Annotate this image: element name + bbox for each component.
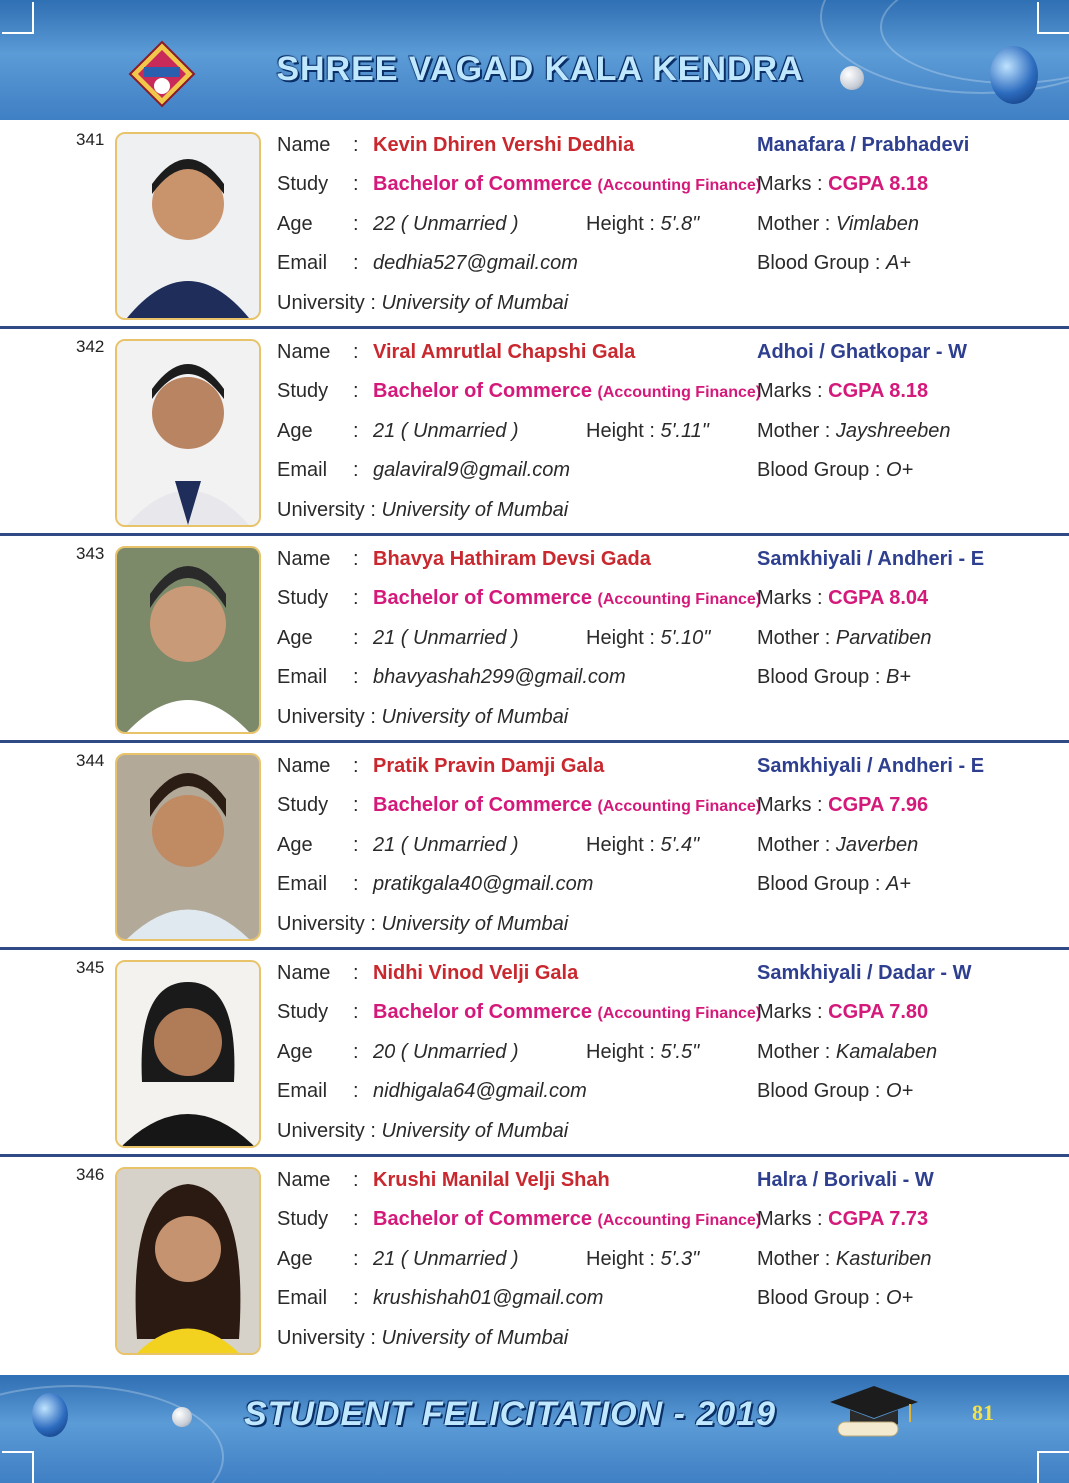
student-photo — [115, 753, 261, 941]
study-row: Study : Bachelor of Commerce (Accounting Finance) — [277, 173, 762, 195]
age-row: Age : 22 ( Unmarried ) — [277, 213, 519, 235]
student-name: Krushi Manilal Velji Shah — [373, 1169, 610, 1191]
moon-icon — [172, 1407, 192, 1427]
mother-row: Mother : Vimlaben — [757, 213, 919, 235]
student-name: Nidhi Vinod Velji Gala — [373, 962, 579, 984]
student-entry — [0, 122, 1069, 329]
entry-number: 344 — [76, 751, 105, 770]
marks-row: Marks : CGPA 7.80 — [757, 1001, 929, 1023]
student-photo — [115, 339, 261, 527]
study-row: Study : Bachelor of Commerce (Accounting Finance) — [277, 380, 762, 402]
student-photo — [115, 546, 261, 734]
height-row: Height : 5'.3" — [586, 1248, 700, 1270]
native-place: Halra / Borivali - W — [757, 1169, 934, 1191]
student-entry — [0, 950, 1069, 1157]
age-row: Age : 21 ( Unmarried ) — [277, 834, 519, 856]
blood-group-row: Blood Group : B+ — [757, 666, 911, 688]
student-name: Viral Amrutlal Chapshi Gala — [373, 341, 636, 363]
email-row: Email : galaviral9@gmail.com — [277, 459, 571, 481]
blood-group-row: Blood Group : A+ — [757, 252, 911, 274]
height-row: Height : 5'.5" — [586, 1041, 700, 1063]
name-row: Name : Viral Amrutlal Chapshi Gala — [277, 341, 636, 363]
blood-group-row: Blood Group : A+ — [757, 873, 911, 895]
globe-icon — [32, 1393, 68, 1437]
student-entry — [0, 1157, 1069, 1364]
native-place: Samkhiyali / Dadar - W — [757, 962, 972, 984]
height-row: Height : 5'.10" — [586, 627, 711, 649]
height-row: Height : 5'.8" — [586, 213, 700, 235]
age-row: Age : 21 ( Unmarried ) — [277, 420, 519, 442]
native-place: Samkhiyali / Andheri - E — [757, 755, 985, 777]
name-row: Name : Nidhi Vinod Velji Gala — [277, 962, 579, 984]
email-row: Email : bhavyashah299@gmail.com — [277, 666, 626, 688]
mother-row: Mother : Kasturiben — [757, 1248, 932, 1270]
globe-icon — [990, 46, 1038, 104]
university-row: University : University of Mumbai — [277, 706, 569, 728]
study-row: Study : Bachelor of Commerce (Accounting Finance) — [277, 1208, 762, 1230]
university-row: University : University of Mumbai — [277, 499, 569, 521]
native-place: Adhoi / Ghatkopar - W — [757, 341, 967, 363]
mother-row: Mother : Jayshreeben — [757, 420, 951, 442]
email-row: Email : pratikgala40@gmail.com — [277, 873, 594, 895]
student-entry — [0, 536, 1069, 743]
entry-number: 346 — [76, 1165, 105, 1184]
student-name: Kevin Dhiren Vershi Dedhia — [373, 134, 635, 156]
student-name: Pratik Pravin Damji Gala — [373, 755, 605, 777]
student-photo — [115, 960, 261, 1148]
study-row: Study : Bachelor of Commerce (Accounting Finance) — [277, 794, 762, 816]
student-photo — [115, 1167, 261, 1355]
email-row: Email : krushishah01@gmail.com — [277, 1287, 604, 1309]
native-place: Samkhiyali / Andheri - E — [757, 548, 985, 570]
email-row: Email : nidhigala64@gmail.com — [277, 1080, 587, 1102]
university-row: University : University of Mumbai — [277, 1120, 569, 1142]
university-row: University : University of Mumbai — [277, 1327, 569, 1349]
entry-number: 345 — [76, 958, 105, 977]
blood-group-row: Blood Group : O+ — [757, 1080, 914, 1102]
name-row: Name : Kevin Dhiren Vershi Dedhia — [277, 134, 635, 156]
name-row: Name : Bhavya Hathiram Devsi Gada — [277, 548, 651, 570]
marks-row: Marks : CGPA 7.73 — [757, 1208, 929, 1230]
student-list — [0, 122, 1069, 1364]
header-title: SHREE VAGAD KALA KENDRA — [276, 50, 804, 88]
marks-row: Marks : CGPA 8.04 — [757, 587, 929, 609]
name-row: Name : Krushi Manilal Velji Shah — [277, 1169, 610, 1191]
entry-number: 342 — [76, 337, 105, 356]
student-entry — [0, 329, 1069, 536]
height-row: Height : 5'.11" — [586, 420, 709, 442]
name-row: Name : Pratik Pravin Damji Gala — [277, 755, 605, 777]
university-row: University : University of Mumbai — [277, 913, 569, 935]
student-entry — [0, 743, 1069, 950]
moon-icon — [840, 66, 864, 90]
student-photo — [115, 132, 261, 320]
age-row: Age : 21 ( Unmarried ) — [277, 627, 519, 649]
marks-row: Marks : CGPA 7.96 — [757, 794, 929, 816]
study-row: Study : Bachelor of Commerce (Accounting Finance) — [277, 1001, 762, 1023]
entry-number: 343 — [76, 544, 105, 563]
graduation-cap-icon — [828, 1382, 920, 1446]
age-row: Age : 20 ( Unmarried ) — [277, 1041, 519, 1063]
organization-logo-icon — [128, 40, 196, 108]
email-row: Email : dedhia527@gmail.com — [277, 252, 578, 274]
height-row: Height : 5'.4" — [586, 834, 700, 856]
marks-row: Marks : CGPA 8.18 — [757, 380, 929, 402]
footer-title: STUDENT FELICITATION - 2019 — [243, 1395, 776, 1433]
page-number: 81 — [972, 1400, 994, 1425]
marks-row: Marks : CGPA 8.18 — [757, 173, 929, 195]
mother-row: Mother : Javerben — [757, 834, 919, 856]
university-row: University : University of Mumbai — [277, 292, 569, 314]
study-row: Study : Bachelor of Commerce (Accounting Finance) — [277, 587, 762, 609]
entry-number: 341 — [76, 130, 105, 149]
mother-row: Mother : Parvatiben — [757, 627, 932, 649]
student-name: Bhavya Hathiram Devsi Gada — [373, 548, 651, 570]
blood-group-row: Blood Group : O+ — [757, 459, 914, 481]
mother-row: Mother : Kamalaben — [757, 1041, 938, 1063]
header-band — [0, 0, 1069, 120]
blood-group-row: Blood Group : O+ — [757, 1287, 914, 1309]
native-place: Manafara / Prabhadevi — [757, 134, 970, 156]
age-row: Age : 21 ( Unmarried ) — [277, 1248, 519, 1270]
